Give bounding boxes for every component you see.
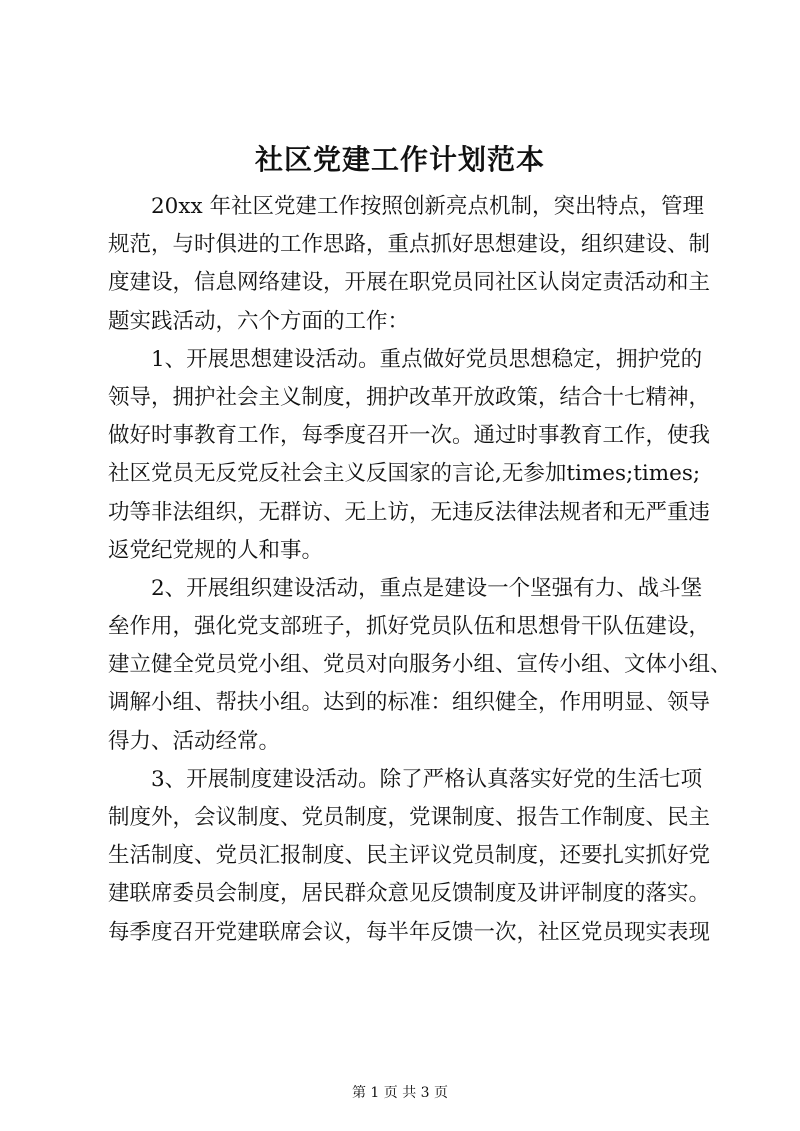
text-line: 生活制度、党员汇报制度、民主评议党员制度，还要扎实抓好党 <box>108 843 711 869</box>
text-line: 2、开展组织建设活动，重点是建设一个坚强有力、战斗堡 <box>151 575 703 601</box>
text-line: 垒作用，强化党支部班子，抓好党员队伍和思想骨干队伍建设， <box>108 614 711 640</box>
document-title: 社区党建工作计划范本 <box>254 143 545 176</box>
text-line: 建联席委员会制度，居民群众意见反馈制度及讲评制度的落实。 <box>108 881 711 907</box>
text-line: 题实践活动，六个方面的工作： <box>108 308 410 334</box>
text-line: 度建设，信息网络建设，开展在职党员同社区认岗定责活动和主 <box>108 270 711 296</box>
text-line: 得力、活动经常。 <box>108 728 281 754</box>
text-line: 领导，拥护社会主义制度，拥护改革开放政策，结合十七精神， <box>108 384 711 410</box>
text-line: 制度外，会议制度、党员制度，党课制度、报告工作制度、民主 <box>108 805 711 830</box>
text-line: 返党纪党规的人和事。 <box>108 537 324 563</box>
text-line: 每季度召开党建联席会议，每半年反馈一次，社区党员现实表现 <box>108 919 711 945</box>
text-line: 3、开展制度建设活动。除了严格认真落实好党的生活七项 <box>151 766 703 792</box>
text-line: 调解小组、帮扶小组。达到的标准：组织健全，作用明显、领导 <box>108 690 711 716</box>
page-number: 第 1 页 共 3 页 <box>351 1085 449 1101</box>
text-line: 1、开展思想建设活动。重点做好党员思想稳定，拥护党的 <box>151 346 703 372</box>
text-line: 建立健全党员党小组、党员对向服务小组、宣传小组、文体小组、 <box>108 652 732 678</box>
text-line: 20xx 年社区党建工作按照创新亮点机制，突出特点，管理 <box>151 194 704 219</box>
text-line: 做好时事教育工作，每季度召开一次。通过时事教育工作，使我 <box>108 423 711 449</box>
text-line: 规范，与时俱进的工作思路，重点抓好思想建设，组织建设、制 <box>108 232 711 258</box>
text-line: 社区党员无反党反社会主义反国家的言论,无参加times;times; <box>108 461 701 487</box>
document-body <box>108 188 732 952</box>
text-line: 功等非法组织，无群访、无上访，无违反法律法规者和无严重违 <box>108 499 711 525</box>
